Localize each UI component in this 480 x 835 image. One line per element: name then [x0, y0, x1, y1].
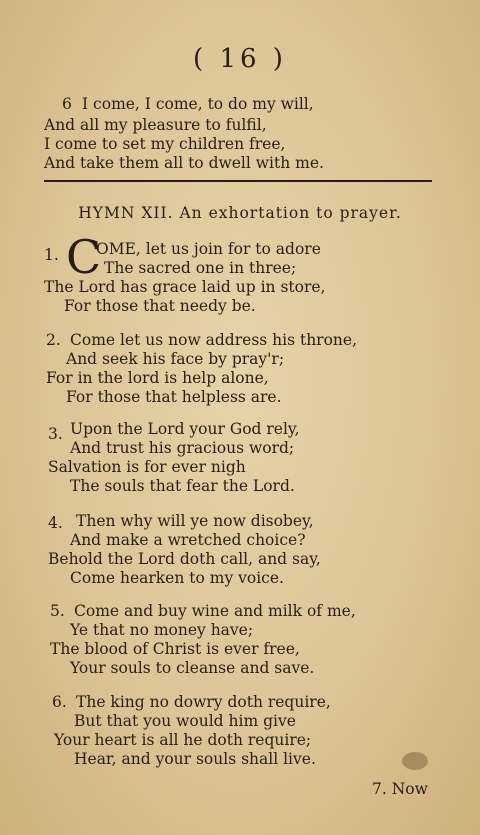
- verse-line: Come and buy wine and milk of me,: [74, 602, 356, 620]
- verse-line: And make a wretched choice?: [70, 531, 306, 549]
- verse-line: Hear, and your souls shall live.: [74, 750, 316, 768]
- stanza-number: 2.: [46, 331, 61, 349]
- verse-line: And seek his face by pray'r;: [66, 350, 285, 368]
- verse-line: Then why will ye now disobey,: [76, 512, 314, 530]
- divider-rule: [44, 180, 432, 182]
- verse-line: Your heart is all he doth require;: [54, 731, 312, 749]
- ink-stain: [402, 752, 428, 770]
- verse-line: I come to set my children free,: [44, 135, 286, 153]
- verse-line: Come hearken to my voice.: [70, 569, 284, 587]
- verse-line: For those that helpless are.: [66, 388, 282, 406]
- verse-line: The sacred one in three;: [104, 259, 297, 277]
- verse-line: For those that needy be.: [64, 297, 256, 315]
- verse-line: And all my pleasure to fulfil,: [44, 116, 267, 134]
- verse-line: Ye that no money have;: [70, 621, 254, 639]
- verse-line: The blood of Christ is ever free,: [50, 640, 300, 658]
- stanza-number: 5.: [50, 602, 65, 620]
- verse-line: Upon the Lord your God rely,: [70, 420, 300, 438]
- catchword: 7. Now: [372, 780, 428, 798]
- page-number: ( 16 ): [193, 44, 287, 74]
- stanza-number: 1.: [44, 246, 59, 264]
- verse-line: Come let us now address his throne,: [70, 331, 358, 349]
- verse-line: The Lord has grace laid up in store,: [44, 278, 326, 296]
- verse-line: Salvation is for ever nigh: [48, 458, 246, 476]
- verse-line: The king no dowry doth require,: [76, 693, 331, 711]
- drop-cap: C: [66, 230, 102, 284]
- stanza-number: 6.: [52, 693, 67, 711]
- verse-line: The souls that fear the Lord.: [70, 477, 295, 495]
- stanza-number: 6: [62, 95, 72, 113]
- verse-line: I come, I come, to do my will,: [82, 95, 314, 113]
- verse-line: And take them all to dwell with me.: [44, 154, 324, 172]
- verse-line: Your souls to cleanse and save.: [70, 659, 315, 677]
- verse-line: Behold the Lord doth call, and say,: [48, 550, 321, 568]
- verse-line: For in the lord is help alone,: [46, 369, 269, 387]
- verse-line: But that you would him give: [74, 712, 296, 730]
- verse-line: OME, let us join for to adore: [96, 240, 321, 258]
- stanza-number: 4.: [48, 514, 63, 532]
- hymn-title: HYMN XII. An exhortation to prayer.: [78, 204, 402, 222]
- stanza-number: 3.: [48, 425, 63, 443]
- verse-line: And trust his gracious word;: [70, 439, 295, 457]
